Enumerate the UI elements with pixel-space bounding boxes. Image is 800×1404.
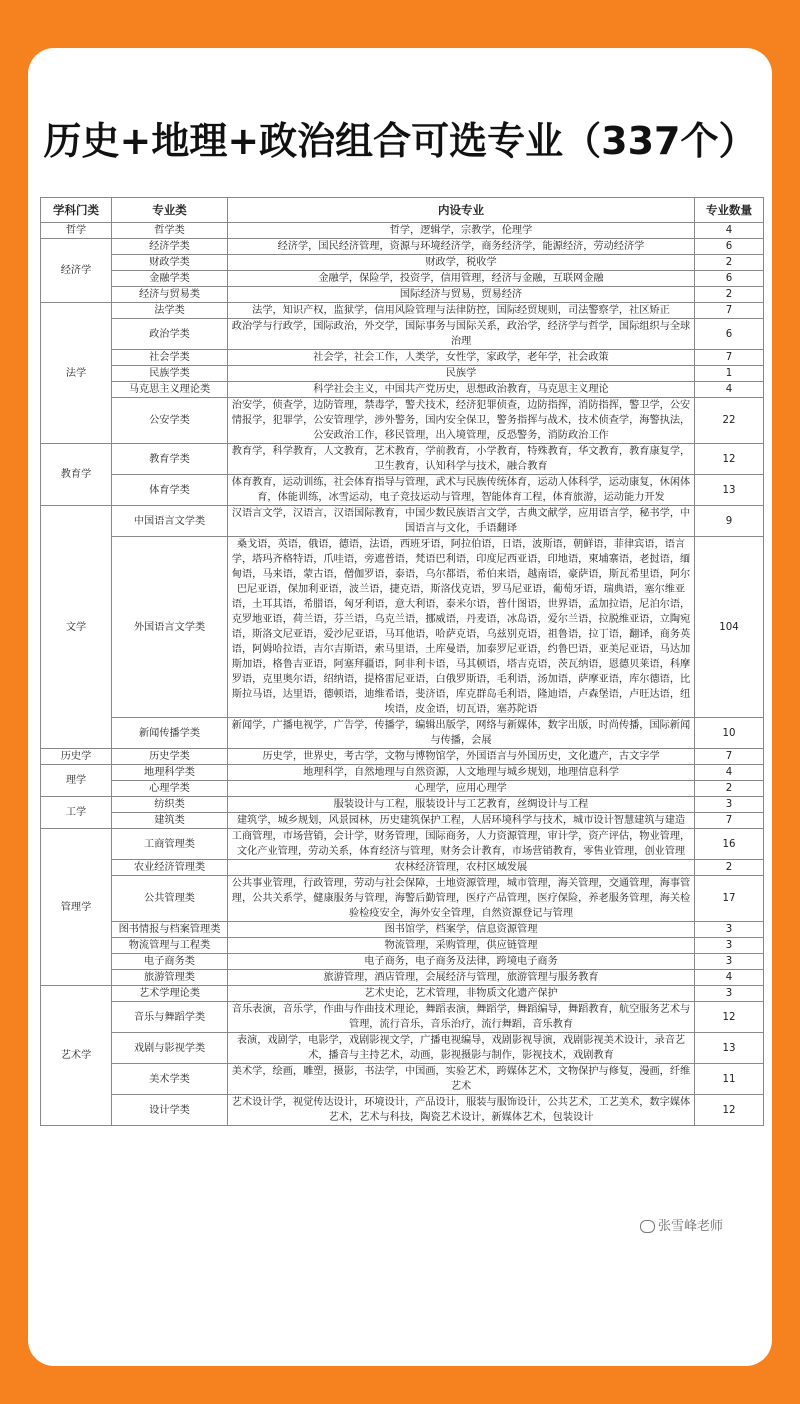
class-cell: 美术学类	[112, 1064, 228, 1095]
majors-cell: 政治学与行政学，国际政治，外交学，国际事务与国际关系，政治学，经济学与哲学，国际组织与全球治理	[228, 319, 695, 350]
class-cell: 中国语言文学类	[112, 506, 228, 537]
table-row	[41, 303, 764, 319]
count-cell: 10	[695, 718, 764, 749]
class-cell: 农业经济管理类	[112, 860, 228, 876]
class-cell: 旅游管理类	[112, 970, 228, 986]
table-row	[41, 366, 764, 382]
class-cell: 音乐与舞蹈学类	[112, 1002, 228, 1033]
count-cell: 1	[695, 366, 764, 382]
table-body	[41, 223, 764, 1126]
majors-cell: 物流管理，采购管理，供应链管理	[228, 938, 695, 954]
table-row	[41, 829, 764, 860]
count-cell: 2	[695, 781, 764, 797]
count-cell: 2	[695, 287, 764, 303]
table-row	[41, 860, 764, 876]
table-row	[41, 1064, 764, 1095]
class-cell: 民族学类	[112, 366, 228, 382]
class-cell: 公安学类	[112, 398, 228, 444]
table-row	[41, 382, 764, 398]
category-cell: 文学	[41, 506, 112, 749]
count-cell: 104	[695, 537, 764, 718]
count-cell: 12	[695, 444, 764, 475]
majors-cell: 公共事业管理，行政管理，劳动与社会保障，土地资源管理，城市管理，海关管理，交通管理，海事管理，公共关系学，健康服务与管理，海警后勤管理，医疗产品管理，医疗保险，养老服务管理，海关检验检疫安全，海外安全管理，自然资源登记与管理	[228, 876, 695, 922]
table-row	[41, 223, 764, 239]
majors-cell: 表演，戏剧学，电影学，戏剧影视文学，广播电视编导，戏剧影视导演，戏剧影视美术设计，录音艺术，播音与主持艺术，动画，影视摄影与制作，影视技术，戏剧教育	[228, 1033, 695, 1064]
table-row	[41, 970, 764, 986]
table-row	[41, 350, 764, 366]
majors-cell: 科学社会主义，中国共产党历史，思想政治教育，马克思主义理论	[228, 382, 695, 398]
count-cell: 12	[695, 1002, 764, 1033]
majors-cell: 图书馆学，档案学，信息资源管理	[228, 922, 695, 938]
table-row	[41, 954, 764, 970]
table-row	[41, 398, 764, 444]
class-cell: 地理科学类	[112, 765, 228, 781]
category-cell: 工学	[41, 797, 112, 829]
count-cell: 7	[695, 350, 764, 366]
majors-cell: 电子商务，电子商务及法律，跨境电子商务	[228, 954, 695, 970]
table-row	[41, 319, 764, 350]
count-cell: 13	[695, 475, 764, 506]
table-header-row	[41, 198, 764, 223]
table-row	[41, 718, 764, 749]
table-row	[41, 444, 764, 475]
majors-cell: 金融学，保险学，投资学，信用管理，经济与金融，互联网金融	[228, 271, 695, 287]
table-row	[41, 922, 764, 938]
count-cell: 4	[695, 382, 764, 398]
table-row	[41, 537, 764, 718]
category-cell: 管理学	[41, 829, 112, 986]
class-cell: 公共管理类	[112, 876, 228, 922]
majors-cell: 教育学，科学教育，人文教育，艺术教育，学前教育，小学教育，特殊教育，华文教育，教育康复学，卫生教育，认知科学与技术，融合教育	[228, 444, 695, 475]
class-cell: 经济与贸易类	[112, 287, 228, 303]
majors-cell: 音乐表演，音乐学，作曲与作曲技术理论，舞蹈表演，舞蹈学，舞蹈编导，舞蹈教育，航空服务艺术与管理，流行音乐，音乐治疗，流行舞蹈，音乐教育	[228, 1002, 695, 1033]
header-majors: 内设专业	[228, 198, 695, 223]
majors-cell: 艺术史论，艺术管理，非物质文化遗产保护	[228, 986, 695, 1002]
majors-cell: 汉语言文学，汉语言，汉语国际教育，中国少数民族语言文学，古典文献学，应用语言学，秘书学，中国语言与文化，手语翻译	[228, 506, 695, 537]
category-cell: 艺术学	[41, 986, 112, 1126]
class-cell: 社会学类	[112, 350, 228, 366]
majors-cell: 服装设计与工程，服装设计与工艺教育，丝绸设计与工程	[228, 797, 695, 813]
class-cell: 纺织类	[112, 797, 228, 813]
count-cell: 6	[695, 271, 764, 287]
majors-cell: 社会学，社会工作，人类学，女性学，家政学，老年学，社会政策	[228, 350, 695, 366]
class-cell: 戏剧与影视学类	[112, 1033, 228, 1064]
class-cell: 法学类	[112, 303, 228, 319]
count-cell: 4	[695, 765, 764, 781]
table-row	[41, 986, 764, 1002]
majors-cell: 心理学，应用心理学	[228, 781, 695, 797]
count-cell: 22	[695, 398, 764, 444]
table-row	[41, 255, 764, 271]
majors-cell: 治安学，侦查学，边防管理，禁毒学，警犬技术，经济犯罪侦查，边防指挥，消防指挥，警卫学，公安情报学，犯罪学，公安管理学，涉外警务，国内安全保卫，警务指挥与战术，技术侦查学，海警执法，公安政治工作，移民管理，出入境管理，反恐警务，消防政治工作	[228, 398, 695, 444]
class-cell: 政治学类	[112, 319, 228, 350]
class-cell: 电子商务类	[112, 954, 228, 970]
table-row	[41, 781, 764, 797]
count-cell: 12	[695, 1095, 764, 1126]
count-cell: 16	[695, 829, 764, 860]
majors-cell: 建筑学，城乡规划，风景园林，历史建筑保护工程，人居环境科学与技术，城市设计智慧建筑与建造	[228, 813, 695, 829]
majors-cell: 民族学	[228, 366, 695, 382]
table-row	[41, 1033, 764, 1064]
count-cell: 13	[695, 1033, 764, 1064]
count-cell: 4	[695, 970, 764, 986]
category-cell: 理学	[41, 765, 112, 797]
header-count: 专业数量	[695, 198, 764, 223]
count-cell: 9	[695, 506, 764, 537]
class-cell: 财政学类	[112, 255, 228, 271]
majors-cell: 工商管理，市场营销，会计学，财务管理，国际商务，人力资源管理，审计学，资产评估，物业管理，文化产业管理，劳动关系，体育经济与管理，财务会计教育，市场营销教育，零售业管理，创业管理	[228, 829, 695, 860]
majors-cell: 财政学，税收学	[228, 255, 695, 271]
category-cell: 经济学	[41, 239, 112, 303]
class-cell: 心理学类	[112, 781, 228, 797]
count-cell: 3	[695, 922, 764, 938]
class-cell: 哲学类	[112, 223, 228, 239]
header-category: 学科门类	[41, 198, 112, 223]
table-row	[41, 506, 764, 537]
majors-cell: 国际经济与贸易，贸易经济	[228, 287, 695, 303]
majors-cell: 经济学，国民经济管理，资源与环境经济学，商务经济学，能源经济，劳动经济学	[228, 239, 695, 255]
count-cell: 3	[695, 986, 764, 1002]
class-cell: 图书情报与档案管理类	[112, 922, 228, 938]
count-cell: 3	[695, 954, 764, 970]
table-row	[41, 1095, 764, 1126]
table-row	[41, 1002, 764, 1033]
header-class: 专业类	[112, 198, 228, 223]
table-row	[41, 938, 764, 954]
count-cell: 3	[695, 938, 764, 954]
class-cell: 教育学类	[112, 444, 228, 475]
count-cell: 3	[695, 797, 764, 813]
majors-cell: 法学，知识产权，监狱学，信用风险管理与法律防控，国际经贸规则，司法警察学，社区矫正	[228, 303, 695, 319]
class-cell: 历史学类	[112, 749, 228, 765]
majors-cell: 桑戈语，英语，俄语，德语，法语，西班牙语，阿拉伯语，日语，波斯语，朝鲜语，菲律宾语，语言学，塔玛齐格特语，爪哇语，旁遮普语，梵语巴利语，印度尼西亚语，印地语，柬埔寨语，老挝语，缅甸语，马来语，蒙古语，僧伽罗语，泰语，乌尔都语，希伯来语，越南语，豪萨语，斯瓦希里语，阿尔巴尼亚语，保加利亚语，波兰语，捷克语，斯洛伐克语，罗马尼亚语，葡萄牙语，瑞典语，塞尔维亚语，土耳其语，希腊语，匈牙利语，意大利语，泰米尔语，普什图语，世界语，孟加拉语，尼泊尔语，克罗地亚语，荷兰语，芬兰语，乌克兰语，挪威语，丹麦语，冰岛语，爱尔兰语，拉脱维亚语，立陶宛语，斯洛文尼亚语，爱沙尼亚语，马耳他语，哈萨克语，乌兹别克语，祖鲁语，拉丁语，翻译，商务英语，阿姆哈拉语，吉尔吉斯语，索马里语，土库曼语，加泰罗尼亚语，约鲁巴语，亚美尼亚语，马达加斯加语，格鲁吉亚语，阿塞拜疆语，阿非利卡语，马其顿语，塔吉克语，茨瓦纳语，恩德贝莱语，科摩罗语，克里奥尔语，绍纳语，提格雷尼亚语，白俄罗斯语，毛利语，汤加语，萨摩亚语，库尔德语，比斯拉马语，达里语，德顿语，迪维希语，斐济语，库克群岛毛利语，隆迪语，卢森堡语，卢旺达语，纽埃语，皮金语，切瓦语，塞苏陀语	[228, 537, 695, 718]
majors-cell: 历史学，世界史，考古学，文物与博物馆学，外国语言与外国历史，文化遗产，古文字学	[228, 749, 695, 765]
table-row	[41, 271, 764, 287]
category-cell: 法学	[41, 303, 112, 444]
count-cell: 2	[695, 860, 764, 876]
wechat-icon	[640, 1220, 655, 1233]
table-row	[41, 475, 764, 506]
table-row	[41, 287, 764, 303]
class-cell: 艺术学理论类	[112, 986, 228, 1002]
class-cell: 设计学类	[112, 1095, 228, 1126]
watermark-text: 张雪峰老师	[658, 1219, 724, 1234]
table-row	[41, 876, 764, 922]
majors-cell: 美术学，绘画，雕塑，摄影，书法学，中国画，实验艺术，跨媒体艺术，文物保护与修复，漫画，纤维艺术	[228, 1064, 695, 1095]
majors-table	[40, 197, 764, 1126]
table-row	[41, 749, 764, 765]
count-cell: 6	[695, 239, 764, 255]
category-cell: 哲学	[41, 223, 112, 239]
class-cell: 工商管理类	[112, 829, 228, 860]
category-cell: 历史学	[41, 749, 112, 765]
majors-cell: 旅游管理，酒店管理，会展经济与管理，旅游管理与服务教育	[228, 970, 695, 986]
count-cell: 17	[695, 876, 764, 922]
category-cell: 教育学	[41, 444, 112, 506]
class-cell: 外国语言文学类	[112, 537, 228, 718]
class-cell: 马克思主义理论类	[112, 382, 228, 398]
table-row	[41, 239, 764, 255]
count-cell: 6	[695, 319, 764, 350]
count-cell: 11	[695, 1064, 764, 1095]
count-cell: 2	[695, 255, 764, 271]
class-cell: 金融学类	[112, 271, 228, 287]
class-cell: 建筑类	[112, 813, 228, 829]
table-row	[41, 813, 764, 829]
table-row	[41, 765, 764, 781]
page-title: 历史+地理+政治组合可选专业（337个）	[43, 119, 757, 163]
count-cell: 7	[695, 813, 764, 829]
class-cell: 经济学类	[112, 239, 228, 255]
majors-cell: 艺术设计学，视觉传达设计，环境设计，产品设计，服装与服饰设计，公共艺术，工艺美术，数字媒体艺术，艺术与科技，陶瓷艺术设计，新媒体艺术，包装设计	[228, 1095, 695, 1126]
class-cell: 物流管理与工程类	[112, 938, 228, 954]
table-row	[41, 797, 764, 813]
watermark	[640, 1215, 723, 1234]
majors-cell: 农林经济管理，农村区域发展	[228, 860, 695, 876]
majors-cell: 新闻学，广播电视学，广告学，传播学，编辑出版学，网络与新媒体，数字出版，时尚传播，国际新闻与传播，会展	[228, 718, 695, 749]
count-cell: 7	[695, 303, 764, 319]
class-cell: 体育学类	[112, 475, 228, 506]
count-cell: 4	[695, 223, 764, 239]
class-cell: 新闻传播学类	[112, 718, 228, 749]
count-cell: 7	[695, 749, 764, 765]
majors-cell: 地理科学，自然地理与自然资源，人文地理与城乡规划，地理信息科学	[228, 765, 695, 781]
majors-cell: 哲学，逻辑学，宗教学，伦理学	[228, 223, 695, 239]
majors-cell: 体育教育，运动训练，社会体育指导与管理，武术与民族传统体育，运动人体科学，运动康复，休闲体育，体能训练，冰雪运动，电子竞技运动与管理，智能体育工程，体育旅游，运动能力开发	[228, 475, 695, 506]
